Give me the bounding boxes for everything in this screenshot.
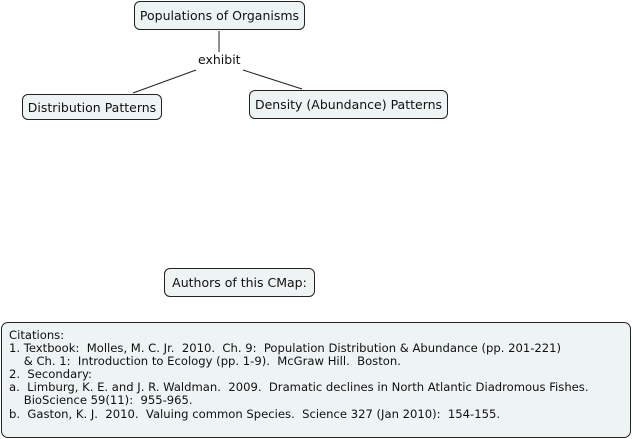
citation-line: 1. Textbook: Molles, M. C. Jr. 2010. Ch. 9: Population Distribution & Abundance (pp. 201-221) — [9, 341, 562, 356]
concept-label: Populations of Organisms — [139, 8, 300, 23]
concept-populations-of-organisms[interactable] — [134, 1, 305, 30]
concept-label: Density (Abundance) Patterns — [254, 97, 443, 112]
citation-line: a. Limburg, K. E. and J. R. Waldman. 2009. Dramatic declines in North Atlantic Diadromous Fishes. — [9, 380, 589, 395]
citations-heading: Citations: — [9, 328, 65, 342]
citation-line: b. Gaston, K. J. 2010. Valuing common Species. Science 327 (Jan 2010): 154-155. — [9, 406, 501, 421]
linking-phrase-exhibit[interactable]: exhibit — [198, 52, 241, 67]
concept-label: Distribution Patterns — [27, 99, 157, 115]
concept-label: Authors of this CMap: — [172, 275, 307, 290]
citation-line: BioScience 59(11): 955-965. — [9, 393, 193, 408]
citations-box[interactable] — [1, 322, 631, 438]
citation-line: & Ch. 1: Introduction to Ecology (pp. 1-9). McGraw Hill. Boston. — [9, 354, 401, 369]
connector-exhibit-to-distribution — [133, 70, 196, 93]
connector-exhibit-to-density — [243, 70, 302, 89]
concept-distribution-patterns[interactable] — [22, 94, 162, 120]
concept-authors[interactable] — [164, 268, 315, 297]
concept-density-patterns[interactable] — [249, 90, 448, 119]
citation-line: 2. Secondary: — [9, 367, 92, 382]
